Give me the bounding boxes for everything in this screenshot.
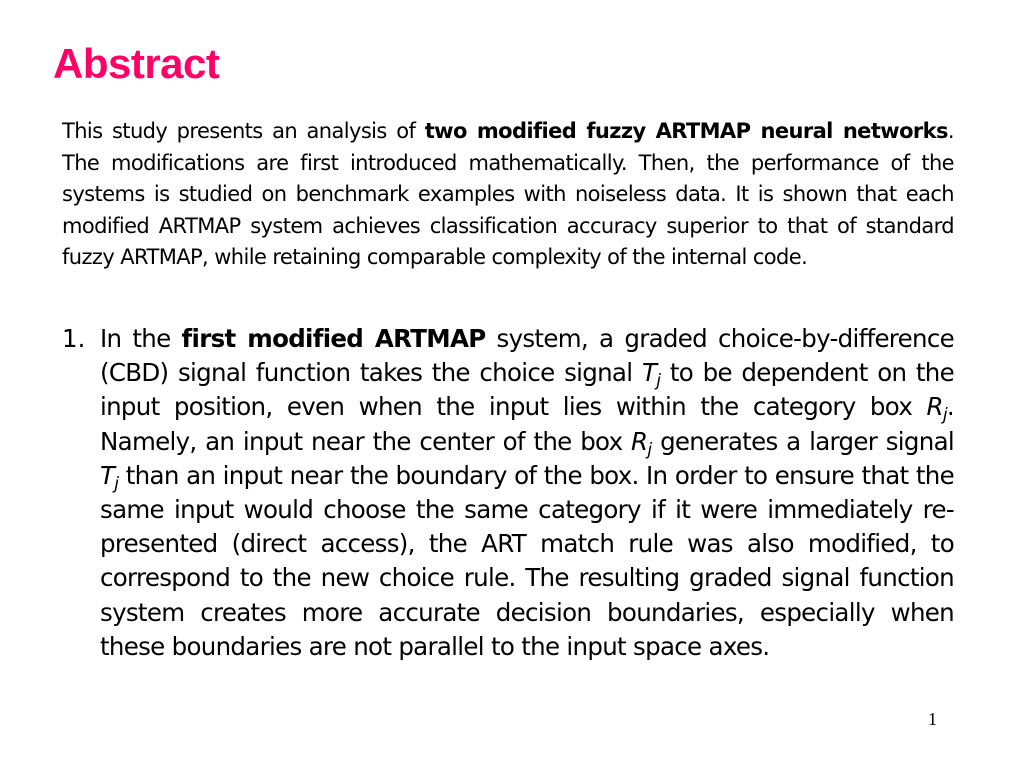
item-text-segment: to be dependent on the input position, even when the input lies within the category box	[100, 358, 954, 422]
item-text-segment: . Namely, an input near the center of the box	[100, 392, 954, 456]
item-text-segment: In the	[100, 324, 182, 353]
item-text-segment: than an input near the boundary of the box. In order to ensure that the same input would choose the same category if it were immediately re-presented (direct access), the ART match rule was also modified, to correspond to the new choice rule. The resulting graded signal function system creates more accurate decision boundaries, especially when these boundaries are not parallel to the input space axes.	[100, 460, 954, 661]
variable-t-j: $T_j$	[641, 358, 661, 392]
abstract-intro: This study presents an analysis of	[62, 119, 425, 143]
variable-r-j: $R_j$	[926, 392, 947, 426]
abstract-rest: . The modifications are first introduced mathematically. Then, the performance of the systems is studied on benchmark examples with noiseless data. It is shown that each modified ARTMAP system achieves classification accuracy superior to that of standard fuzzy ARTMAP, while retaining comparable complexity of the internal code.	[62, 119, 954, 269]
slide-title: Abstract	[53, 40, 220, 87]
page-number: 1	[928, 709, 937, 729]
item-emphasis: first modified ARTMAP	[181, 324, 486, 353]
list-item-text	[100, 322, 954, 664]
variable-r-j: $R_j$	[631, 426, 652, 460]
abstract-emphasis: two modified fuzzy ARTMAP neural networks	[424, 119, 948, 143]
item-text-segment: system, a graded choice-by-difference (CBD) signal function takes the choice signal	[100, 324, 954, 388]
item-text-segment: generates a larger signal	[651, 426, 954, 456]
list-item	[62, 322, 954, 664]
abstract-paragraph	[62, 116, 954, 274]
list-item-number: 1.	[62, 324, 86, 353]
variable-t-j: $T_j$	[100, 460, 119, 494]
